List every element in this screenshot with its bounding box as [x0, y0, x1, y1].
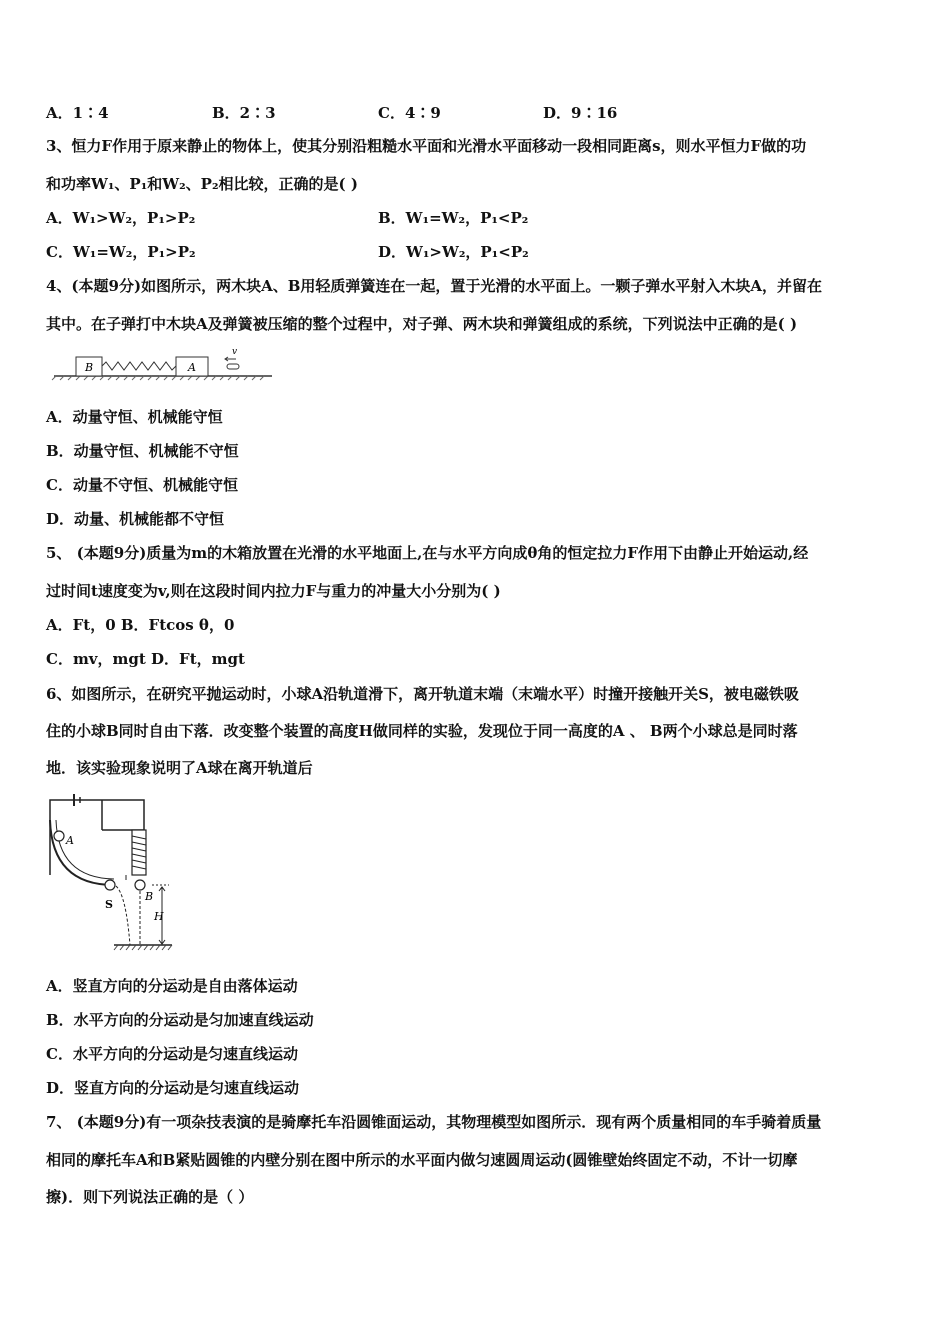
q4-stem-line1: 4、(本题9分)如图所示，两木块A、B用轻质弹簧连在一起，置于光滑的水平面上。一颗子弹水平射入木块A，并留在 — [46, 277, 823, 295]
q5-stem-line2: 过时间t速度变为v,则在这段时间内拉力F与重力的冲量大小分别为( ) — [46, 582, 501, 600]
q7-stem-line2: 相同的摩托车A和B紧贴圆锥的内壁分别在图中所示的水平面内做匀速圆周运动(圆锥壁始终固定不动，不计一切摩 — [46, 1151, 798, 1169]
q4-option-c: C．动量不守恒、机械能守恒 — [46, 476, 238, 494]
height-label: H — [154, 910, 164, 923]
q3-option-a: A．W₁>W₂，P₁>P₂ — [46, 209, 196, 227]
velocity-label: v — [232, 347, 238, 357]
q5-stem-line1: 5、 (本题9分)质量为m的木箱放置在光滑的水平地面上,在与水平方向成θ角的恒定拉力F作用下由静止开始运动,经 — [46, 544, 809, 562]
q3-option-c: C．W₁=W₂，P₁>P₂ — [46, 243, 196, 261]
q2-option-a: A．1∶4 — [46, 104, 109, 122]
block-a-label: A — [188, 361, 196, 374]
q6-stem-line1: 6、如图所示，在研究平抛运动时，小球A沿轨道滑下，离开轨道末端（末端水平）时撞开接触开关S，被电磁铁吸 — [46, 685, 799, 703]
q4-spring-block-figure — [50, 345, 275, 381]
q3-stem-line1: 3、恒力F作用于原来静止的物体上，使其分别沿粗糙水平面和光滑水平面移动一段相同距离s，则水平恒力F做的功 — [46, 137, 807, 155]
q6-stem-line2: 住的小球B同时自由下落．改变整个装置的高度H做同样的实验，发现位于同一高度的A 、 B两个小球总是同时落 — [46, 722, 798, 740]
q2-option-b: B．2∶3 — [212, 104, 276, 122]
q6-option-c: C．水平方向的分运动是匀速直线运动 — [46, 1045, 298, 1063]
q4-option-b: B．动量守恒、机械能不守恒 — [46, 442, 239, 460]
q3-stem-line2: 和功率W₁、P₁和W₂、P₂相比较，正确的是( ) — [46, 175, 358, 193]
spring — [102, 362, 176, 370]
ball-a-label: A — [66, 834, 74, 847]
q6-projectile-apparatus-figure — [44, 790, 179, 952]
q6-option-b: B．水平方向的分运动是匀加速直线运动 — [46, 1011, 314, 1029]
switch-ball — [105, 880, 115, 890]
switch-label: S — [105, 898, 113, 911]
q4-option-d: D．动量、机械能都不守恒 — [46, 510, 225, 528]
q7-stem-line1: 7、 (本题9分)有一项杂技表演的是骑摩托车沿圆锥面运动，其物理模型如图所示．现有两个质量相同的车手骑着质量 — [46, 1113, 822, 1131]
ball-b-label: B — [145, 890, 154, 903]
q4-option-a: A．动量守恒、机械能守恒 — [46, 408, 223, 426]
ball-b — [135, 880, 145, 890]
q6-option-d: D．竖直方向的分运动是匀速直线运动 — [46, 1079, 300, 1097]
q3-option-b: B．W₁=W₂，P₁<P₂ — [378, 209, 529, 227]
q4-stem-line2: 其中。在子弹打中木块A及弹簧被压缩的整个过程中，对子弹、两木块和弹簧组成的系统，下列说法中正确的是( ) — [46, 315, 798, 333]
ball-a — [54, 831, 64, 841]
q2-option-c: C．4∶9 — [378, 104, 441, 122]
q2-option-d: D．9∶16 — [543, 104, 618, 122]
q6-stem-line3: 地．该实验现象说明了A球在离开轨道后 — [46, 759, 313, 777]
block-b-label: B — [84, 361, 94, 374]
q3-option-d: D．W₁>W₂，P₁<P₂ — [378, 243, 529, 261]
bullet — [227, 364, 239, 369]
q7-stem-line3: 擦)．则下列说法正确的是（ ） — [46, 1188, 254, 1206]
q5-options-cd: C．mv，mgt D．Ft，mgt — [46, 650, 245, 668]
q5-options-ab: A．Ft，0 B．Ftcos θ，0 — [46, 616, 235, 634]
q6-option-a: A．竖直方向的分运动是自由落体运动 — [46, 977, 298, 995]
